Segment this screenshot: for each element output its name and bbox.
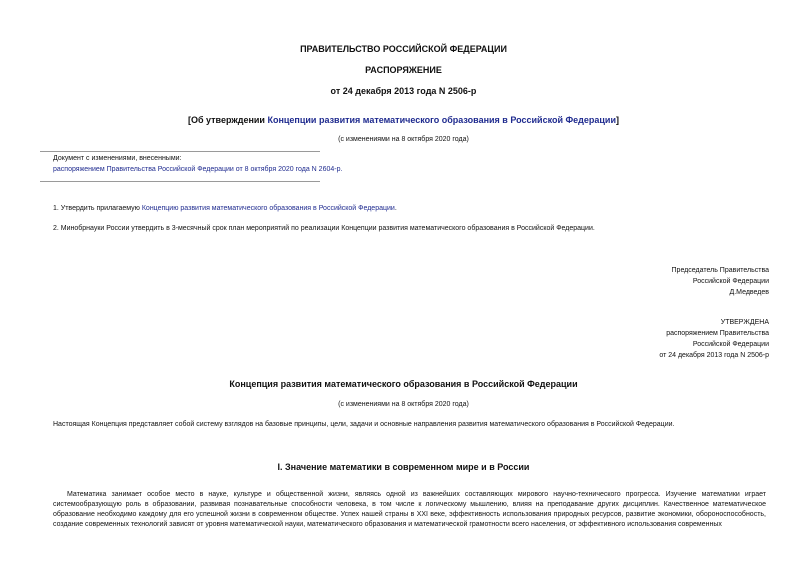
concept-amendments-note: (с изменениями на 8 октября 2020 года) bbox=[338, 401, 469, 408]
concept-title: Концепция развития математического образования в Российской Федерации bbox=[229, 379, 578, 389]
amending-order-link[interactable]: распоряжением Правительства Российской Федерации от 8 октября 2020 года N 2604-р. bbox=[53, 166, 343, 173]
approval-line-2: распоряжением Правительства bbox=[666, 330, 769, 337]
document-type: РАСПОРЯЖЕНИЕ bbox=[365, 65, 442, 75]
signature-name: Д.Медведев bbox=[729, 289, 769, 296]
document-title bbox=[0, 115, 807, 126]
clause-1 bbox=[53, 204, 397, 214]
signature-position: Председатель Правительства bbox=[671, 267, 769, 274]
approval-line-4: от 24 декабря 2013 года N 2506-р bbox=[659, 352, 769, 359]
clause-1-suffix: . bbox=[394, 205, 397, 212]
signature-country: Российской Федерации bbox=[692, 278, 769, 285]
clause-1-prefix: 1. Утвердить прилагаемую bbox=[53, 205, 142, 212]
section-1-heading: I. Значение математики в современном мире и в России bbox=[277, 462, 530, 472]
divider-top bbox=[40, 151, 320, 152]
changes-label: Документ с изменениями, внесенными: bbox=[53, 155, 182, 162]
title-prefix: [Об утверждении bbox=[187, 115, 268, 125]
amendments-note: (с изменениями на 8 октября 2020 года) bbox=[338, 136, 469, 143]
approval-stamp: УТВЕРЖДЕНА bbox=[720, 319, 769, 326]
section-1-paragraph: Математика занимает особое место в науке, культуре и общественной жизни, являясь одной из важнейших составляющих мирового научно-технического прогресса. Изучение математики играет системообразующую роль в образовании, развивая познавательные способности человека, в том числе к логическому мышлению, влияя на преподавание других дисциплин. Качественное математическое образование необходимо каждому для его успешной жизни в современном обществе. Успех нашей страны в XXI веке, эффективность использования природных ресурсов, развитие экономики, обороноспособность, создание современных технологий зависят от уровня математической науки, математического образования и математической грамотности всего населения, от эффективного использования современных bbox=[53, 491, 766, 528]
divider-bottom bbox=[40, 181, 320, 182]
document-date-number: от 24 декабря 2013 года N 2506-р bbox=[330, 86, 477, 96]
title-suffix: ] bbox=[616, 115, 620, 125]
clause-1-concept-link[interactable]: Концепцию развития математического образования в Российской Федерации bbox=[141, 205, 395, 212]
clause-2: 2. Минобрнауки России утвердить в 3-месячный срок план мероприятий по реализации Концепции развития математического образования в Российской Федерации. bbox=[53, 225, 595, 232]
approval-line-3: Российской Федерации bbox=[692, 341, 769, 348]
concept-intro: Настоящая Концепция представляет собой систему взглядов на базовые принципы, цели, задачи и основные направления развития математического образования в Российской Федерации. bbox=[53, 421, 675, 428]
concept-title-link[interactable]: Концепции развития математического образования в Российской Федерации bbox=[267, 115, 617, 125]
government-name: ПРАВИТЕЛЬСТВО РОССИЙСКОЙ ФЕДЕРАЦИИ bbox=[300, 44, 507, 54]
